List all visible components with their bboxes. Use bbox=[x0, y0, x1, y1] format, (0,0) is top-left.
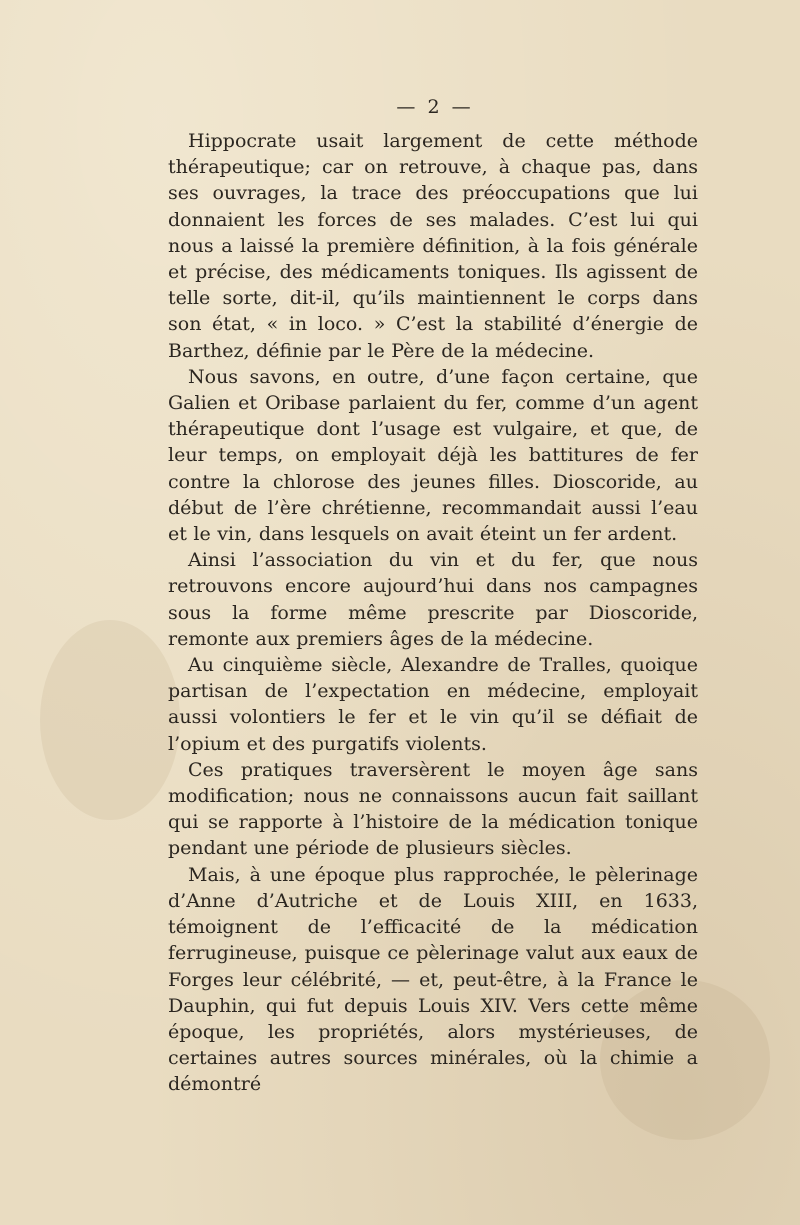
paragraph-5: Ces pratiques traversèrent le moyen âge sans modification; nous ne connaissons aucun fait saillant qui se rapporte à l’histoire de la médication tonique pendant une période de plusieurs siècles. bbox=[168, 758, 698, 860]
paper-stain bbox=[40, 620, 180, 820]
paragraph-4: Au cinquième siècle, Alexandre de Tralles, quoique partisan de l’expectation en médecine, employait aussi volontiers le fer et le vin qu’il se défiait de l’opium et des purgatifs violents. bbox=[168, 654, 698, 755]
paragraph-3: Ainsi l’association du vin et du fer, que nous retrouvons encore aujourd’hui dans nos campagnes sous la forme même prescrite par Dioscoride, remonte aux premiers âges de la médecine. bbox=[168, 549, 698, 650]
page-number: — 2 — bbox=[396, 96, 474, 118]
paragraph-6: Mais, à une époque plus rapprochée, le pèlerinage d’Anne d’Autriche et de Louis XIII, en 1633, témoignent de l’efficacité de la médication ferrugineuse, puisque ce pèlerinage valut aux eaux de Forges leur célébrité, — et, peut-être, à la France le Dauphin, qui fut depuis Louis XIV. Vers cette même époque, les propriétés, alors mystérieuses, de certaines autres sources minérales, où la chimie a démontré bbox=[168, 863, 698, 1096]
paragraph-2: Nous savons, en outre, d’une façon certaine, que Galien et Oribase parlaient du fer, comme d’un agent thérapeutique dont l’usage est vulgaire, et que, de leur temps, on employait déjà les battitures de fer contre la chlorose des jeunes filles. Dioscoride, au début de l’ère chrétienne, recommandait aussi l’eau et le vin, dans lesquels on avait éteint un fer ardent. bbox=[168, 365, 698, 546]
paragraph-1: Hippocrate usait largement de cette méthode thérapeutique; car on retrouve, à chaque pas, dans ses ouvrages, la trace des préoccupations que lui donnaient les forces de ses malades. C’est lui qui nous a laissé la première définition, à la fois générale et précise, des médicaments toniques. Ils agissent de telle sorte, dit-il, qu’ils maintiennent le corps dans son état, « in loco. » C’est la stabilité d’énergie de Barthez, définie par le Père de la médecine. bbox=[168, 130, 698, 362]
body-text bbox=[168, 128, 698, 1098]
